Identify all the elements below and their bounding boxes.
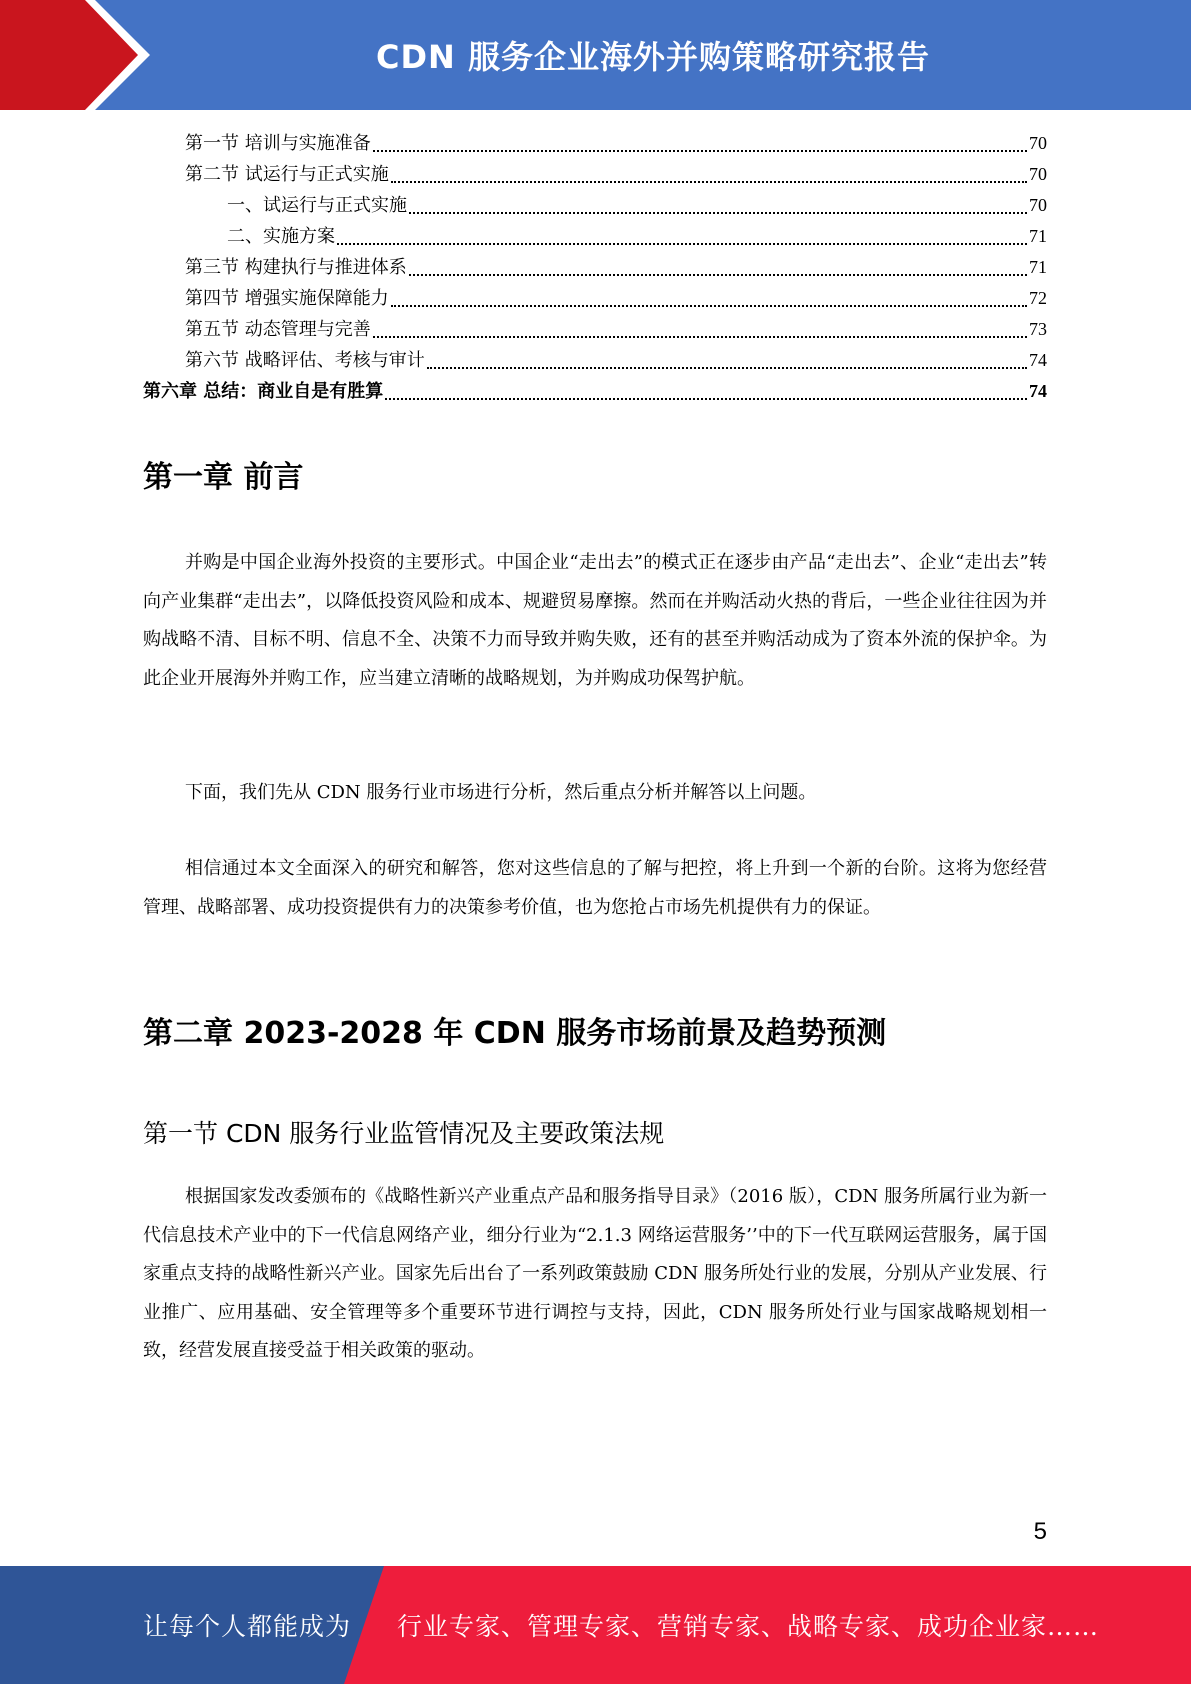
toc-entry-title: 第一节 培训与实施准备 bbox=[185, 133, 371, 154]
toc-entry-title: 第三节 构建执行与推进体系 bbox=[185, 257, 407, 278]
footer-slogan-left: 让每个人都能成为 bbox=[143, 1612, 352, 1641]
toc-entry-page: 74 bbox=[1029, 350, 1047, 370]
toc-entry-title: 第四节 增强实施保障能力 bbox=[185, 288, 389, 309]
toc-entry-page: 70 bbox=[1029, 133, 1047, 153]
toc-entry[interactable] bbox=[143, 190, 1047, 221]
toc-entry[interactable] bbox=[143, 221, 1047, 252]
chapter-1-paragraph-1: 并购是中国企业海外投资的主要形式。中国企业“走出去”的模式正在逐步由产品“走出去”、企业“走出去”转向产业集群“走出去”，以降低投资风险和成本、规避贸易摩擦。然而在并购活动火热的背后，一些企业往往因为并购战略不清、目标不明、信息不全、决策不力而导致并购失败，还有的甚至并购活动成为了资本外流的保护伞。为此企业开展海外并购工作，应当建立清晰的战略规划，为并购成功保驾护航。 bbox=[143, 552, 1047, 689]
chapter-1-heading: 第一章 前言 bbox=[143, 460, 304, 495]
toc-leader-dots bbox=[373, 336, 1027, 338]
page-footer bbox=[0, 1566, 1191, 1684]
toc-entry-title: 第五节 动态管理与完善 bbox=[185, 319, 371, 340]
footer-slogan-right: 行业专家、管理专家、营销专家、战略专家、成功企业家…… bbox=[397, 1612, 1100, 1641]
toc-entry[interactable] bbox=[143, 159, 1047, 190]
header-arrow-decoration bbox=[0, 0, 160, 110]
toc-entry-title: 二、实施方案 bbox=[227, 226, 335, 247]
toc-leader-dots bbox=[373, 150, 1027, 152]
toc-entry-title: 第六节 战略评估、考核与审计 bbox=[185, 350, 425, 371]
toc-entry-page: 71 bbox=[1029, 226, 1047, 246]
section-1-paragraph: 根据国家发改委颁布的《战略性新兴产业重点产品和服务指导目录》（2016 版），CDN 服务所属行业为新一代信息技术产业中的下一代信息网络产业，细分行业为“2.1.3 网络运营服务’’中的下一代互联网运营服务，属于国家重点支持的战略性新兴产业。国家先后出台了一系列政策鼓励 CDN 服务所处行业的发展，分别从产业发展、行业推广、应用基础、安全管理等多个重要环节进行调控与支持，因此，CDN 服务所处行业与国家战略规划相一致，经营发展直接受益于相关政策的驱动。 bbox=[143, 1186, 1047, 1361]
toc-entry-page: 71 bbox=[1029, 257, 1047, 277]
toc-leader-dots bbox=[427, 367, 1027, 369]
toc-entry-page: 72 bbox=[1029, 288, 1047, 308]
toc-leader-dots bbox=[409, 274, 1027, 276]
toc-leader-dots bbox=[385, 398, 1027, 400]
chapter-1-paragraph-3: 相信通过本文全面深入的研究和解答，您对这些信息的了解与把控，将上升到一个新的台阶。这将为您经营管理、战略部署、成功投资提供有力的决策参考价值，也为您抢占市场先机提供有力的保证。 bbox=[143, 858, 1047, 918]
chapter-1-paragraph-2: 下面，我们先从 CDN 服务行业市场进行分析，然后重点分析并解答以上问题。 bbox=[185, 782, 817, 803]
toc-leader-dots bbox=[391, 305, 1027, 307]
toc-entry-title: 第六章 总结：商业自是有胜算 bbox=[143, 381, 384, 402]
table-of-contents bbox=[143, 128, 1047, 407]
toc-chapter-entry[interactable] bbox=[143, 376, 1047, 407]
toc-leader-dots bbox=[391, 181, 1027, 183]
toc-entry-title: 第二节 试运行与正式实施 bbox=[185, 164, 389, 185]
toc-entry[interactable] bbox=[143, 128, 1047, 159]
toc-entry-page: 74 bbox=[1029, 381, 1047, 401]
toc-entry-page: 70 bbox=[1029, 195, 1047, 215]
toc-leader-dots bbox=[337, 243, 1027, 245]
chapter-2-heading: 第二章 2023-2028 年 CDN 服务市场前景及趋势预测 bbox=[143, 1016, 887, 1051]
toc-leader-dots bbox=[409, 212, 1027, 214]
toc-entry[interactable] bbox=[143, 252, 1047, 283]
toc-entry-title: 一、试运行与正式实施 bbox=[227, 195, 407, 216]
toc-entry[interactable] bbox=[143, 314, 1047, 345]
toc-entry-page: 73 bbox=[1029, 319, 1047, 339]
toc-entry[interactable] bbox=[143, 283, 1047, 314]
section-1-heading: 第一节 CDN 服务行业监管情况及主要政策法规 bbox=[143, 1119, 665, 1148]
toc-entry-page: 70 bbox=[1029, 164, 1047, 184]
page-number: 5 bbox=[1033, 1518, 1047, 1545]
toc-entry[interactable] bbox=[143, 345, 1047, 376]
page-header bbox=[0, 0, 1191, 110]
report-title: CDN 服务企业海外并购策略研究报告 bbox=[376, 38, 930, 76]
